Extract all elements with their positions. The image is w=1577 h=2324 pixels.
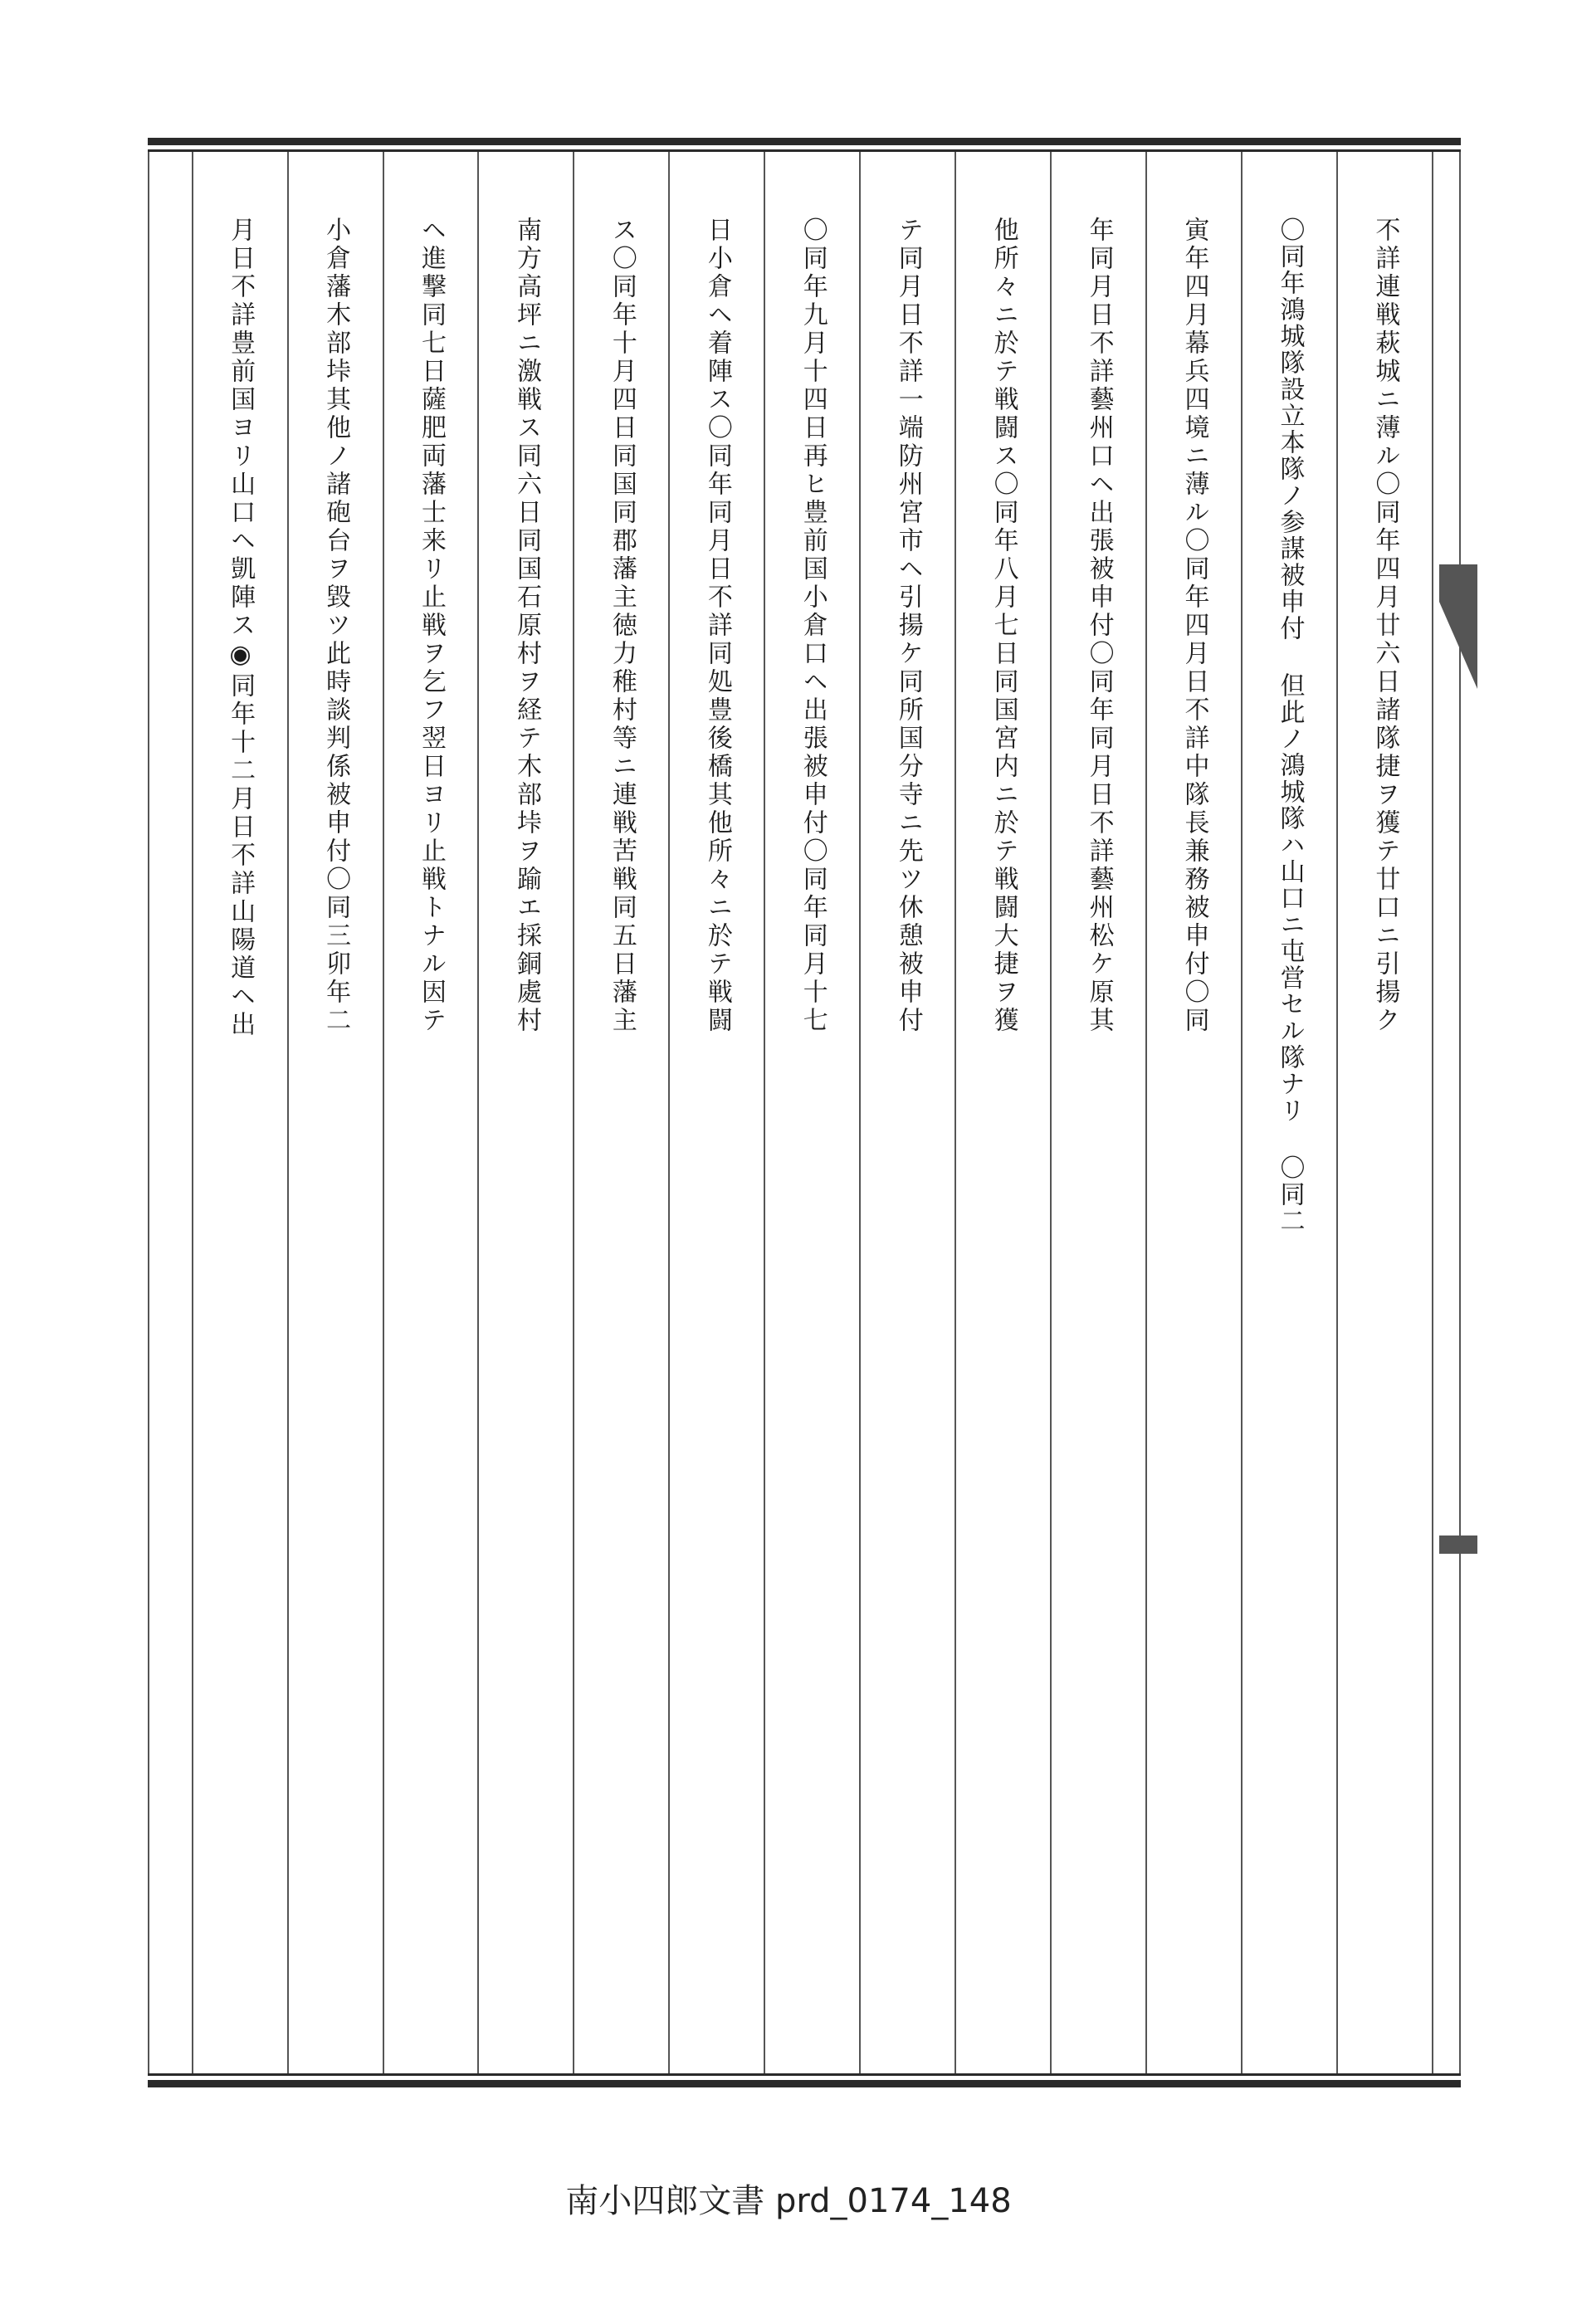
text-column-4 <box>1050 152 1145 2073</box>
column-text: 日小倉ヘ着陣ス〇同年同月日不詳同処豊後橋其他所々ニ於テ戦闘 <box>702 217 732 1035</box>
document-caption: 南小四郎文書 prd_0174_148 <box>565 2182 1012 2220</box>
top-border-rule <box>148 138 1461 145</box>
text-column-3 <box>1145 152 1241 2073</box>
column-text: 不詳連戦萩城ニ薄ル〇同年四月廿六日諸隊捷ヲ獲テ廿口ニ引揚ク <box>1370 217 1400 1035</box>
text-column-1 <box>1336 152 1432 2073</box>
text-column-13 <box>192 152 287 2073</box>
text-column-6 <box>859 152 954 2073</box>
text-column-5 <box>954 152 1050 2073</box>
column-text: テ同月日不詳一端防州宮市ヘ引揚ケ同所国分寺ニ先ツ休憩被申付 <box>893 217 923 1035</box>
text-columns <box>148 152 1461 2073</box>
bottom-border-rule <box>148 2080 1461 2087</box>
text-column-7 <box>764 152 859 2073</box>
column-text: 月日不詳豊前国ヨリ山口ヘ凱陣ス◉同年十二月日不詳山陽道ヘ出 <box>226 217 256 1039</box>
column-text: 年同月日不詳藝州口ヘ出張被申付〇同年同月日不詳藝州松ケ原其 <box>1084 217 1114 1035</box>
column-text: ヘ進撃同七日薩肥両藩士来リ止戦ヲ乞フ翌日ヨリ止戦トナル因テ <box>417 217 446 1035</box>
manuscript-page <box>148 138 1461 2090</box>
left-margin-column <box>148 152 192 2073</box>
column-text: 寅年四月幕兵四境ニ薄ル〇同年四月日不詳中隊長兼務被申付〇同 <box>1179 217 1209 1035</box>
column-text: ス〇同年十月四日同国同郡藩主徳力稚村等ニ連戦苦戦同五日藩主 <box>607 217 637 1035</box>
text-column-11 <box>383 152 478 2073</box>
text-column-9 <box>573 152 668 2073</box>
bottom-border-rule-inner <box>148 2073 1461 2076</box>
column-text: 〇同年九月十四日再ヒ豊前国小倉口ヘ出張被申付〇同年同月十七 <box>798 217 828 1035</box>
column-text: 他所々ニ於テ戦闘ス〇同年八月七日同国宮内ニ於テ戦闘大捷ヲ獲 <box>989 217 1018 1035</box>
text-column-8 <box>668 152 764 2073</box>
column-text: 〇同年鴻城隊設立本隊ノ参謀被申付 但此ノ鴻城隊ハ山口ニ屯営セル隊ナリ 〇同二 <box>1275 217 1305 1234</box>
text-column-2 <box>1241 152 1336 2073</box>
column-text: 南方高坪ニ激戦ス同六日同国石原村ヲ経テ木部垰ヲ踰エ採銅處村 <box>511 217 541 1035</box>
right-margin-column <box>1432 152 1461 2073</box>
text-column-10 <box>477 152 573 2073</box>
column-text: 小倉藩木部垰其他ノ諸砲台ヲ毀ツ此時談判係被申付〇同三卯年二 <box>321 217 351 1035</box>
page-edge-marker <box>1439 1536 1477 1554</box>
text-column-12 <box>287 152 383 2073</box>
